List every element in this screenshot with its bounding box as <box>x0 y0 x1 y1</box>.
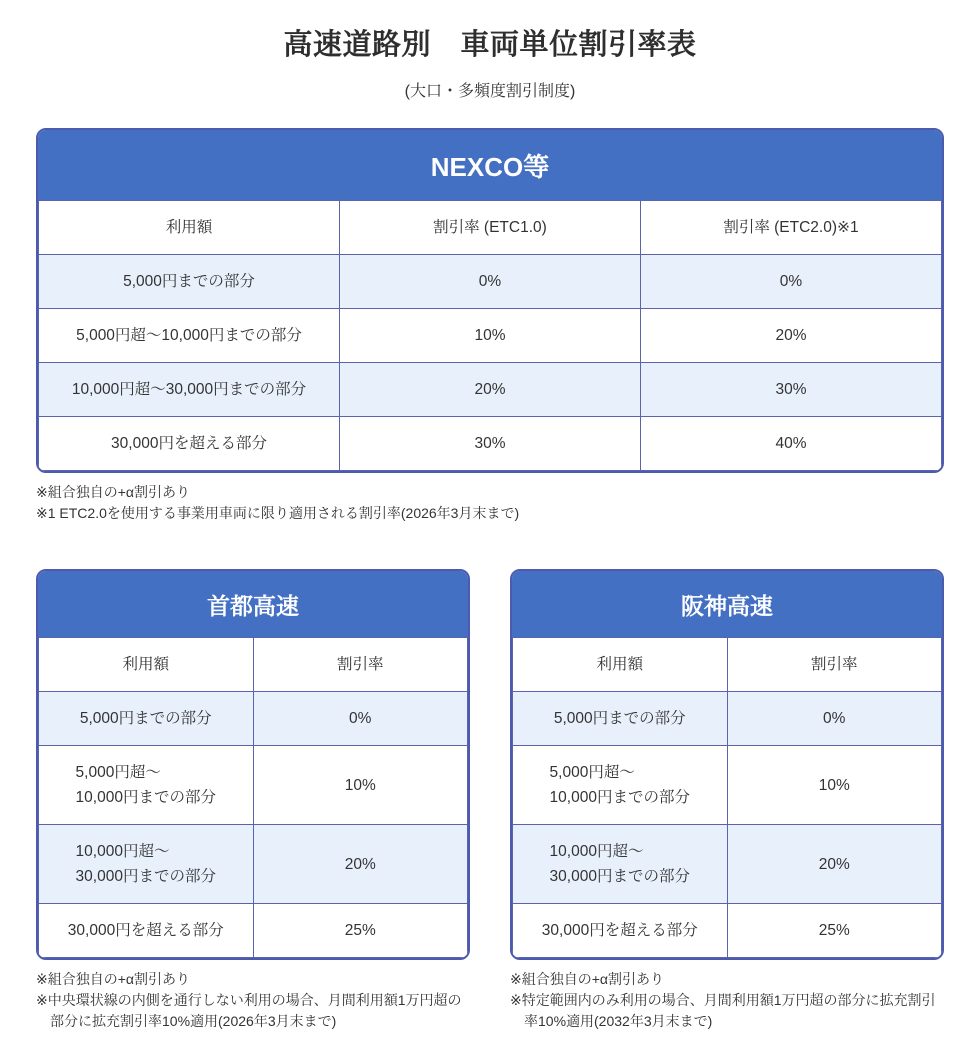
page-subtitle: (大口・多頻度割引制度) <box>404 83 576 100</box>
nexco-table-title: NEXCO等 <box>38 130 942 200</box>
usage-cell: 5,000円超〜 10,000円までの部分 <box>39 746 254 825</box>
shutoko-col-rate: 割引率 <box>253 638 468 692</box>
rate-cell: 10% <box>727 746 942 825</box>
rate-etc20-cell: 40% <box>640 417 941 471</box>
usage-cell: 10,000円超〜30,000円までの部分 <box>39 363 340 417</box>
rate-cell: 20% <box>727 825 942 904</box>
rate-etc10-cell: 20% <box>339 363 640 417</box>
shutoko-table-title: 首都高速 <box>38 571 468 637</box>
rate-cell: 0% <box>253 692 468 746</box>
rate-etc20-cell: 20% <box>640 309 941 363</box>
note: ※組合独自の+α割引あり <box>36 484 190 500</box>
usage-cell: 10,000円超〜 30,000円までの部分 <box>513 825 728 904</box>
hanshin-section <box>510 569 944 1031</box>
rate-etc20-cell: 0% <box>640 255 941 309</box>
usage-cell: 5,000円超〜 10,000円までの部分 <box>513 746 728 825</box>
hanshin-table <box>512 637 942 958</box>
rate-etc10-cell: 30% <box>339 417 640 471</box>
rate-etc10-cell: 10% <box>339 309 640 363</box>
nexco-col-usage: 利用額 <box>39 201 340 255</box>
hanshin-table-card <box>510 569 944 960</box>
table-row <box>513 692 942 746</box>
note: ※特定範囲内のみ利用の場合、月間利用額1万円超の部分に拡充割引率10%適用(2032年3月末まで) <box>510 992 936 1029</box>
hanshin-col-usage: 利用額 <box>513 638 728 692</box>
table-row <box>39 746 468 825</box>
nexco-col-etc20: 割引率 (ETC2.0)※1 <box>640 201 941 255</box>
note: ※組合独自の+α割引あり <box>510 971 664 988</box>
usage-cell: 30,000円を超える部分 <box>39 417 340 471</box>
usage-cell: 5,000円までの部分 <box>39 692 254 746</box>
note: ※組合独自の+α割引あり <box>36 971 190 988</box>
shutoko-notes <box>36 969 470 1031</box>
table-row <box>39 692 468 746</box>
hanshin-col-rate: 割引率 <box>727 638 942 692</box>
shutoko-section <box>36 569 470 1031</box>
table-row <box>513 904 942 958</box>
table-row <box>39 309 942 363</box>
table-row <box>513 825 942 904</box>
usage-cell: 5,000円までの部分 <box>513 692 728 746</box>
rate-cell: 20% <box>253 825 468 904</box>
table-row <box>39 825 468 904</box>
bottom-tables <box>36 569 944 1031</box>
nexco-col-etc10: 割引率 (ETC1.0) <box>339 201 640 255</box>
rate-cell: 25% <box>253 904 468 958</box>
hanshin-table-title: 阪神高速 <box>512 571 942 637</box>
shutoko-table <box>38 637 468 958</box>
shutoko-table-card <box>36 569 470 960</box>
nexco-table-card <box>36 128 944 473</box>
usage-cell: 30,000円を超える部分 <box>513 904 728 958</box>
rate-etc20-cell: 30% <box>640 363 941 417</box>
rate-cell: 10% <box>253 746 468 825</box>
nexco-table <box>38 200 942 471</box>
nexco-notes <box>36 482 944 523</box>
nexco-header-row <box>39 201 942 255</box>
usage-cell: 10,000円超〜 30,000円までの部分 <box>39 825 254 904</box>
table-row <box>39 904 468 958</box>
page-title: 高速道路別 車両単位割引率表 <box>283 29 697 61</box>
usage-cell: 5,000円超〜10,000円までの部分 <box>39 309 340 363</box>
rate-cell: 0% <box>727 692 942 746</box>
usage-cell: 30,000円を超える部分 <box>39 904 254 958</box>
note: ※1 ETC2.0を使用する事業用車両に限り適用される割引率(2026年3月末まで) <box>36 504 520 521</box>
note: ※中央環状線の内側を通行しない利用の場合、月間利用額1万円超の部分に拡充割引率10%適用(2026年3月末まで) <box>36 992 462 1029</box>
table-row <box>39 417 942 471</box>
usage-cell: 5,000円までの部分 <box>39 255 340 309</box>
hanshin-header-row <box>513 638 942 692</box>
shutoko-header-row <box>39 638 468 692</box>
table-row <box>39 255 942 309</box>
shutoko-col-usage: 利用額 <box>39 638 254 692</box>
rate-etc10-cell: 0% <box>339 255 640 309</box>
table-row <box>39 363 942 417</box>
table-row <box>513 746 942 825</box>
rate-cell: 25% <box>727 904 942 958</box>
hanshin-notes <box>510 969 944 1031</box>
